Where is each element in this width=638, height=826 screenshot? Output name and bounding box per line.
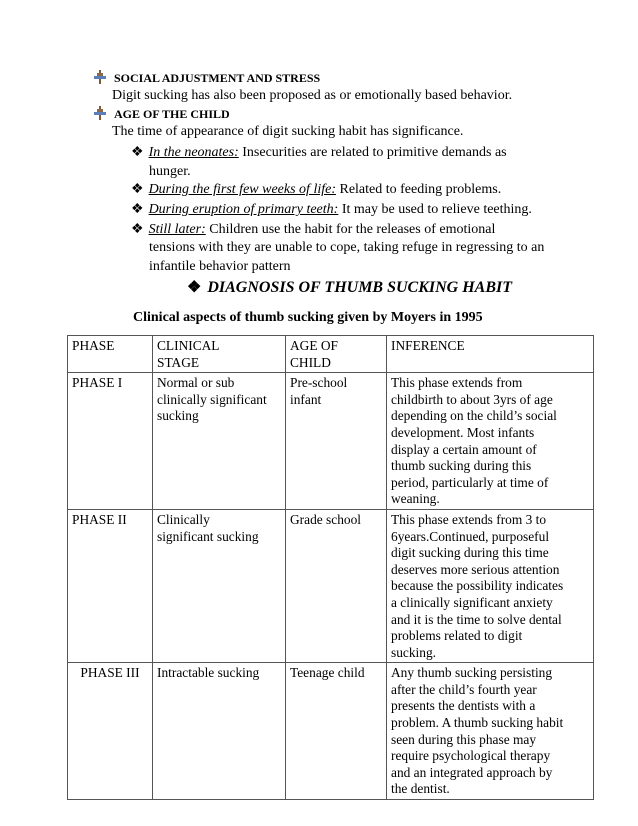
age-cell	[286, 373, 387, 510]
age-cell	[286, 509, 387, 662]
cell-text: display a certain amount of	[391, 441, 537, 457]
list-item-term: Still later:	[148, 222, 206, 237]
section-text: Digit sucking has also been proposed as or emotionally based behavior.	[112, 88, 513, 103]
inference-cell	[387, 509, 594, 662]
four-diamond-bullet-icon: ❖	[131, 182, 144, 197]
cell-text: weaning.	[391, 491, 440, 507]
cell-text: require psychological therapy	[391, 748, 551, 764]
phase-cell	[68, 663, 153, 800]
header-text: PHASE	[72, 338, 115, 353]
list-item	[131, 181, 501, 198]
header-text: STAGE	[157, 354, 200, 370]
cell-text: thumb sucking during this	[391, 458, 532, 474]
cell-text: Grade school	[290, 511, 362, 527]
list-item-text: tensions with they are unable to cope, taking refuge in regressing to an	[149, 240, 545, 255]
list-item-term: During the first few weeks of life:	[148, 182, 336, 197]
cell-text: Any thumb sucking persisting	[391, 665, 553, 681]
cell-text: Teenage child	[290, 665, 365, 681]
cell-text: sucking.	[391, 644, 437, 660]
pushpin-bullet-icon	[94, 70, 106, 89]
cell-text: problem. A thumb sucking habit	[391, 715, 564, 731]
phase-cell	[68, 373, 153, 510]
cell-text: after the child’s fourth year	[391, 681, 537, 697]
cell-text: and it is the time to solve dental	[391, 611, 562, 627]
header-cell	[153, 336, 286, 373]
cell-text: PHASE I	[72, 375, 123, 391]
cell-text: This phase extends from	[391, 375, 523, 391]
header-text: CLINICAL	[157, 338, 220, 353]
header-cell	[286, 336, 387, 373]
cell-text: sucking	[157, 408, 199, 424]
table-caption: Clinical aspects of thumb sucking given by Moyers in 1995	[133, 310, 483, 325]
list-item-term: In the neonates:	[148, 145, 239, 160]
cell-text: This phase extends from 3 to	[391, 511, 547, 527]
header-cell	[387, 336, 594, 373]
inference-cell	[387, 373, 594, 510]
cell-text: presents the dentists with a	[391, 698, 536, 714]
cell-text: Pre-school	[290, 375, 348, 391]
cell-text: childbirth to about 3yrs of age	[391, 391, 553, 407]
cell-text: seen during this phase may	[391, 731, 537, 747]
four-diamond-bullet-icon: ❖	[131, 222, 144, 237]
list-item-text: Insecurities are related to primitive demands as	[238, 145, 507, 160]
cell-text: significant sucking	[157, 528, 259, 544]
list-item	[131, 221, 495, 238]
table-row	[68, 509, 594, 662]
stage-cell	[153, 663, 286, 800]
cell-text: deserves more serious attention	[391, 561, 560, 577]
cell-text: Normal or sub	[157, 375, 235, 391]
cell-text: a clinically significant anxiety	[391, 594, 553, 610]
header-text: INFERENCE	[391, 338, 465, 353]
cell-text: digit sucking during this time	[391, 545, 549, 561]
pushpin-bullet-icon	[94, 106, 106, 125]
cell-text: because the possibility indicates	[391, 578, 564, 594]
cell-text: PHASE II	[72, 511, 127, 527]
phase-cell	[68, 509, 153, 662]
list-item-text: It may be used to relieve teething.	[338, 202, 532, 217]
cell-text: PHASE III	[80, 665, 140, 681]
diagnosis-heading	[187, 277, 512, 297]
list-item	[131, 144, 507, 161]
cell-text: Clinically	[157, 511, 210, 527]
table-row	[68, 373, 594, 510]
diagnosis-heading-text: DIAGNOSIS OF THUMB SUCKING HABIT	[207, 279, 513, 296]
cell-text: clinically significant	[157, 391, 267, 407]
table-header-row	[68, 336, 594, 373]
header-cell	[68, 336, 153, 373]
cell-text: depending on the child’s social	[391, 408, 557, 424]
four-diamond-bullet-icon: ❖	[131, 202, 144, 217]
list-item-term: During eruption of primary teeth:	[148, 202, 339, 217]
table-row	[68, 663, 594, 800]
section-heading: AGE OF THE CHILD	[114, 107, 230, 121]
list-item-text: Related to feeding problems.	[335, 182, 502, 197]
list-item	[131, 201, 532, 218]
section-heading: SOCIAL ADJUSTMENT AND STRESS	[114, 71, 321, 85]
cell-text: the dentist.	[391, 781, 450, 797]
cell-text: problems related to digit	[391, 628, 523, 644]
four-diamond-bullet-icon: ❖	[187, 279, 202, 296]
cell-text: Intractable sucking	[157, 665, 260, 681]
section-text: The time of appearance of digit sucking habit has significance.	[112, 124, 464, 139]
cell-text: 6years.Continued, purposeful	[391, 528, 550, 544]
stage-cell	[153, 509, 286, 662]
cell-text: period, particularly at time of	[391, 474, 549, 490]
four-diamond-bullet-icon: ❖	[131, 145, 144, 160]
age-cell	[286, 663, 387, 800]
cell-text: infant	[290, 391, 322, 407]
moyers-table	[67, 335, 594, 800]
list-item-text: Children use the habit for the releases of emotional	[205, 222, 496, 237]
cell-text: development. Most infants	[391, 424, 535, 440]
inference-cell	[387, 663, 594, 800]
list-item-text: hunger.	[149, 164, 191, 179]
stage-cell	[153, 373, 286, 510]
header-text: AGE OF	[290, 338, 338, 353]
header-text: CHILD	[290, 354, 331, 370]
list-item-text: infantile behavior pattern	[149, 259, 291, 274]
cell-text: and an integrated approach by	[391, 764, 553, 780]
